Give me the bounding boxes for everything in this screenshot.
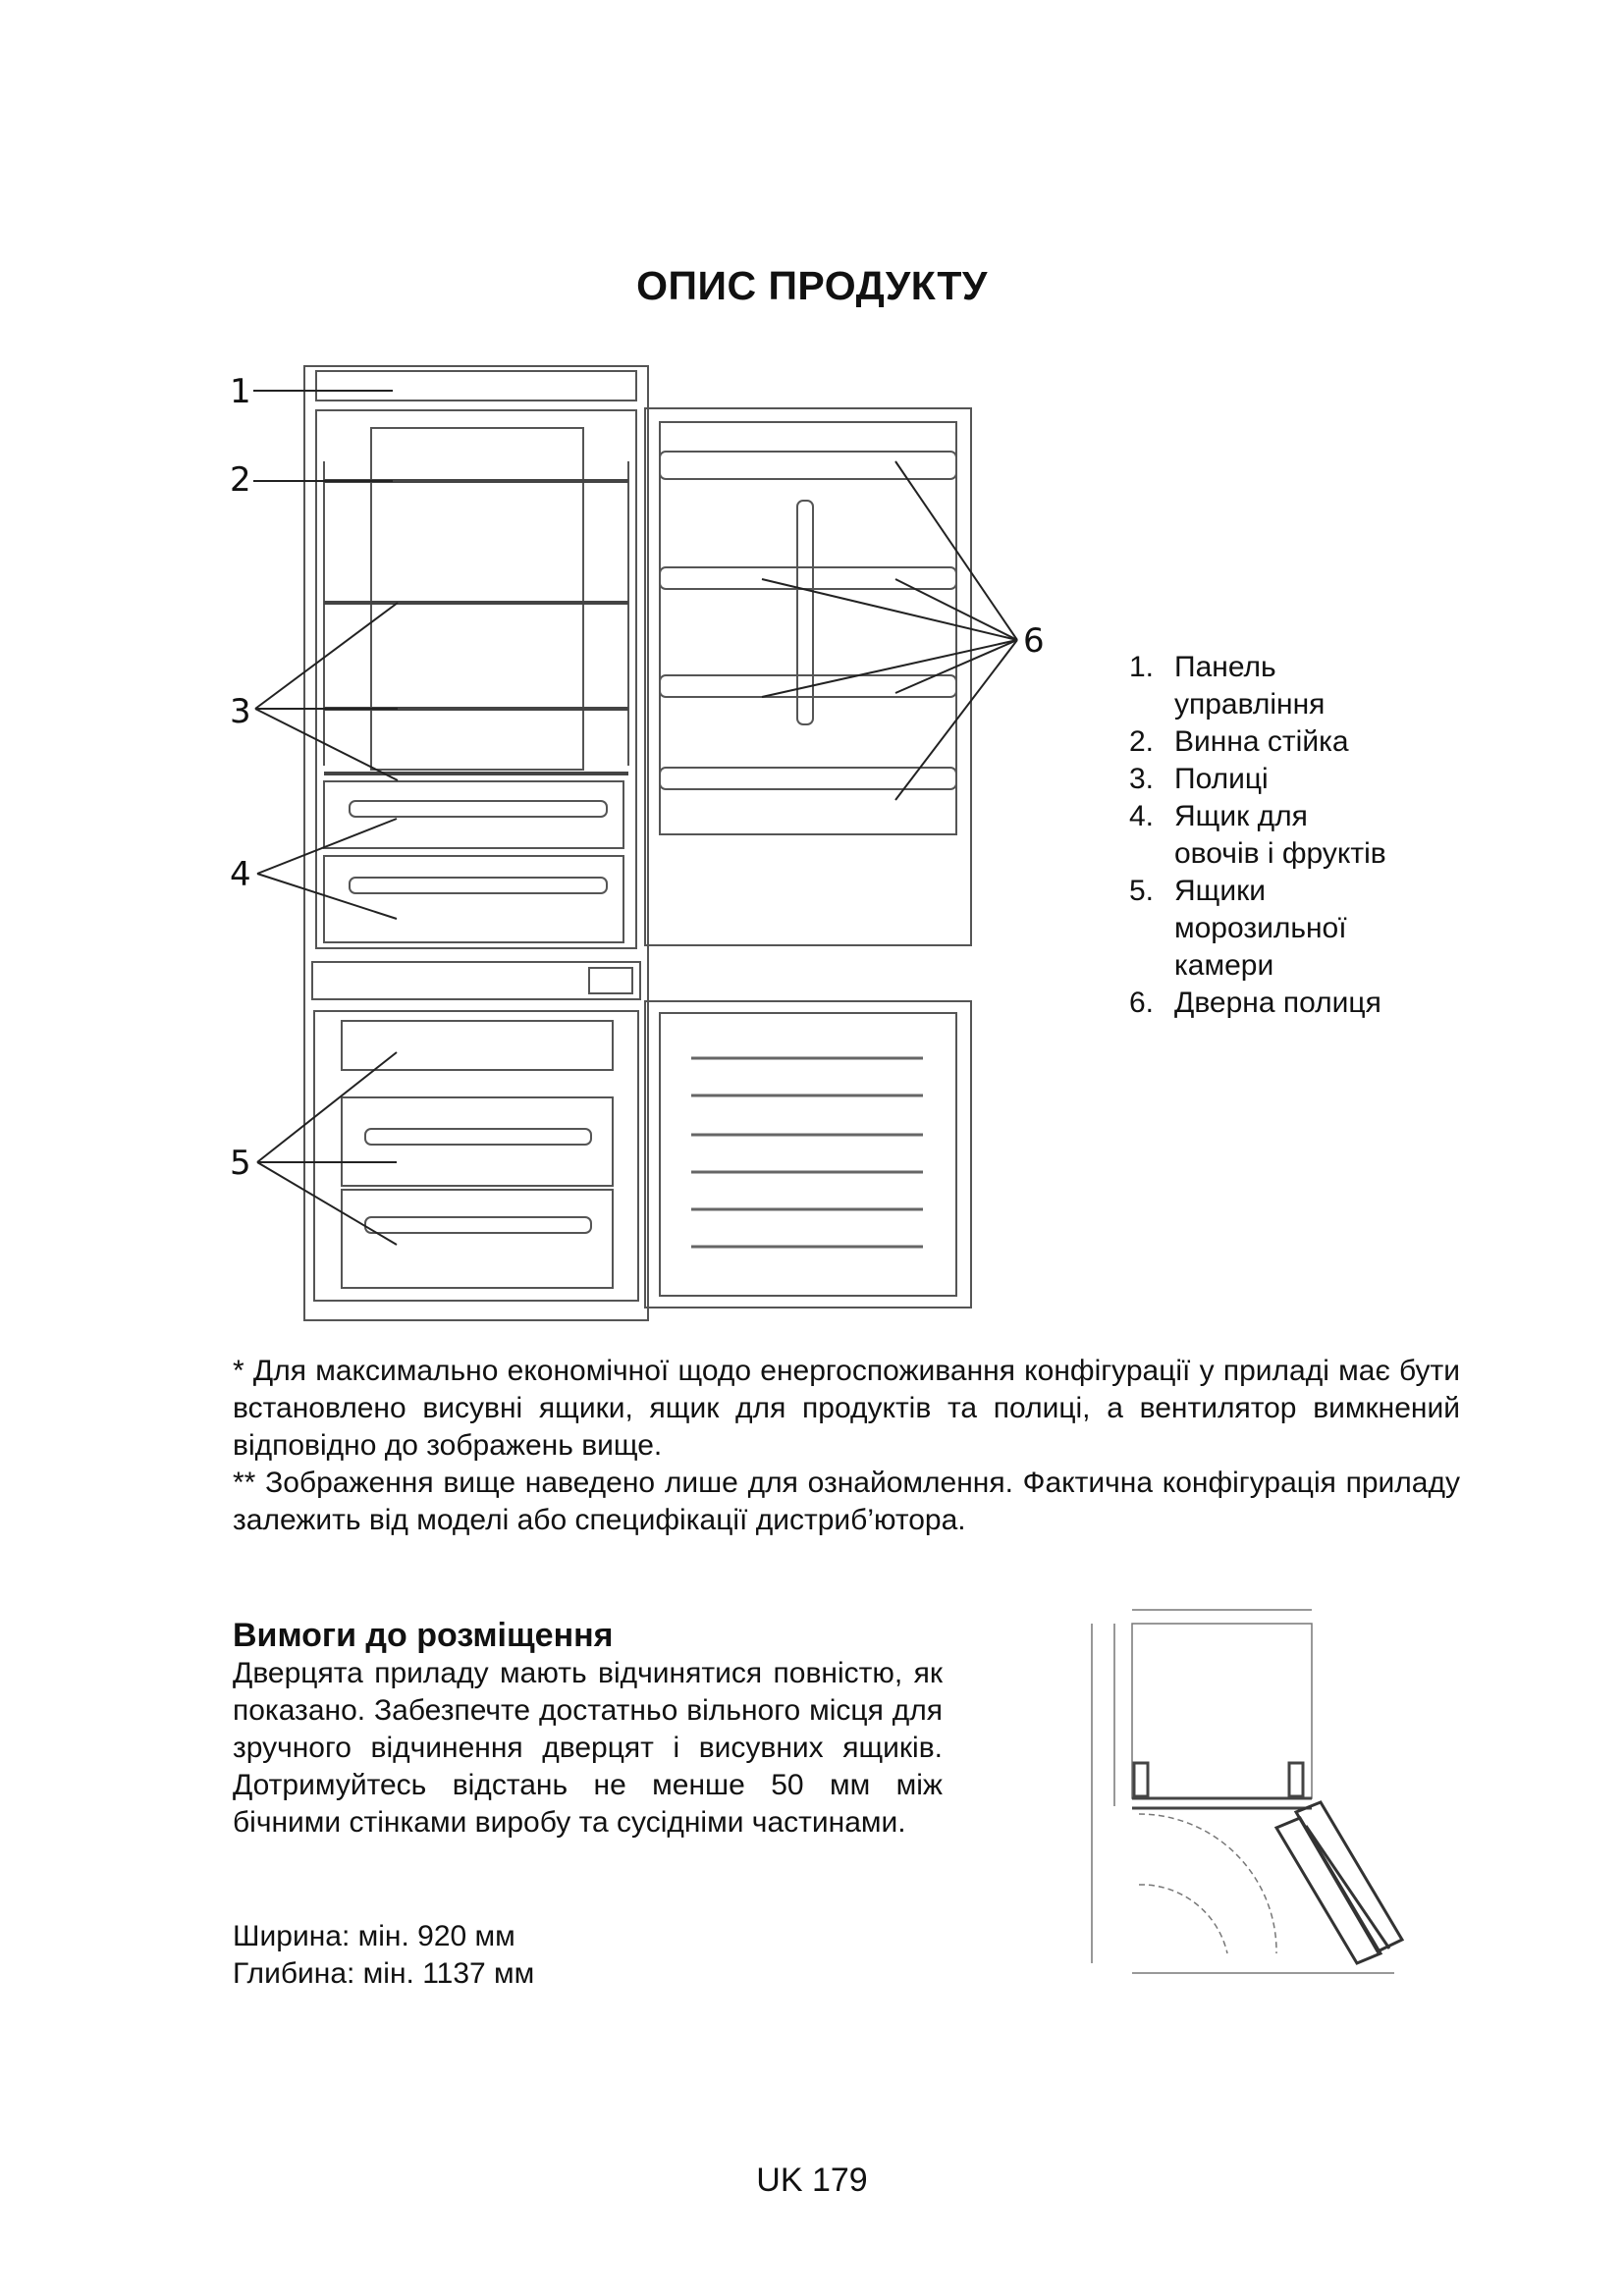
door-clearance-diagram <box>1080 1595 1414 1978</box>
fridge-compartment <box>316 410 636 948</box>
callout-5: 5 <box>230 1144 251 1183</box>
legend-item: 1. Панель управління <box>1129 651 1326 721</box>
callout-2: 2 <box>230 460 251 500</box>
placement-heading: Вимоги до розміщення <box>233 1617 614 1654</box>
fridge-diagram <box>221 353 1056 1335</box>
legend-item: 6. Дверна полиця <box>1129 987 1381 1019</box>
page-title: ОПИС ПРОДУКТУ <box>636 263 988 308</box>
legend <box>1129 649 1443 1022</box>
note-illustration: ** Зображення вище наведено лише для ознайомлення. Фактична конфігурація приладу залежить від моделі або специфікації дистриб’ютора. <box>233 1467 1460 1536</box>
placement-text: Дверцята приладу мають відчинятися повністю, як показано. Забезпечте достатньо вільного місця для зручного відчинення дверцят і висувних ящиків. Дотримуйтесь відстань не менше 50 мм між бічними стінками виробу та сусідніми частинами. <box>233 1657 943 1839</box>
freezer-drawer-2 <box>342 1190 613 1288</box>
notes <box>233 1353 1460 1539</box>
vegetable-drawer-top <box>324 781 623 848</box>
control-panel <box>316 371 636 400</box>
legend-item: 2. Винна стійка <box>1129 725 1349 758</box>
callout-1: 1 <box>230 372 251 411</box>
freezer-door <box>645 1001 971 1308</box>
legend-item: 5. Ящики морозильної камери <box>1129 875 1347 982</box>
placement-dimensions <box>233 1918 534 1993</box>
callout-4: 4 <box>230 855 251 894</box>
note-energy: * Для максимально економічної щодо енергоспоживання конфігурації у приладі має бути встановлено висувні ящики, ящик для продуктів та полиці, а вентилятор вимкнений відповідно до зображень вище. <box>233 1355 1460 1462</box>
callout-3: 3 <box>230 692 251 731</box>
freezer-compartment <box>314 1011 638 1301</box>
page-number: UK 179 <box>756 2162 868 2199</box>
min-width: Ширина: мін. 920 мм <box>233 1920 515 1952</box>
vegetable-drawer-bottom <box>324 856 623 942</box>
callout-6: 6 <box>1023 621 1045 661</box>
fridge-door <box>645 408 971 945</box>
freezer-drawer-1 <box>342 1097 613 1186</box>
legend-item: 3. Полиці <box>1129 763 1269 795</box>
cabinet-outline <box>304 366 648 1320</box>
legend-item: 4. Ящик для овочів і фруктів <box>1129 800 1386 870</box>
min-depth: Глибина: мін. 1137 мм <box>233 1957 535 1990</box>
